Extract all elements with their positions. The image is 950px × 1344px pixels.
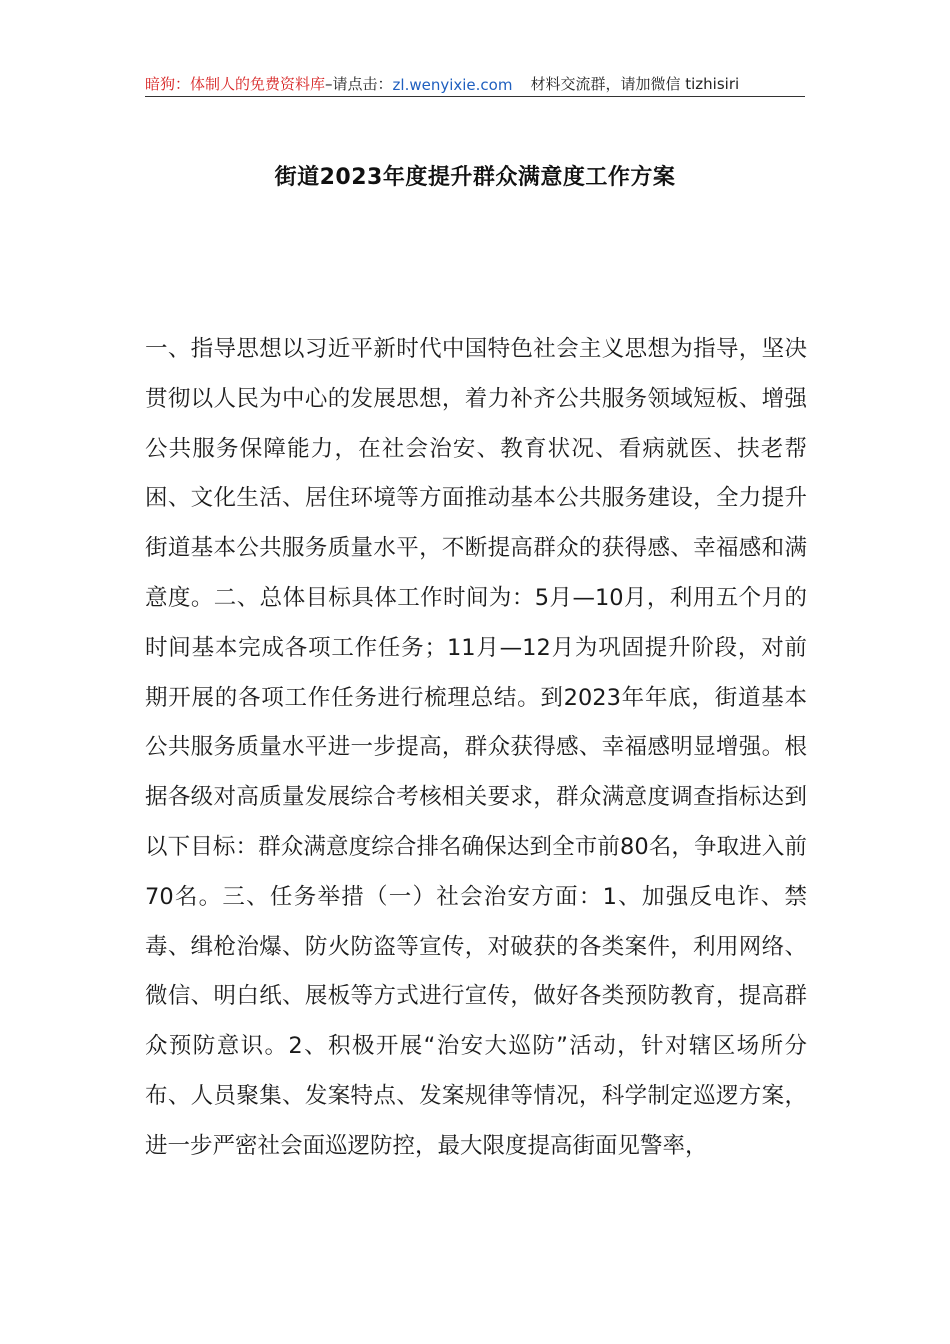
document-title: 街道2023年度提升群众满意度工作方案 (274, 165, 676, 190)
header-link[interactable]: zl.wenyixie.com (392, 76, 513, 94)
header-prompt: –请点击： (325, 75, 393, 93)
header-site-name: 暗狗：体制人的免费资料库 (145, 75, 326, 93)
document-body: 一、指导思想以习近平新时代中国特色社会主义思想为指导，坚决贯彻以人民为中心的发展思想，着力补齐公共服务领域短板、增强公共服务保障能力，在社会治安、教育状况、看病就医、扶老帮困、文化生活、居住环境等方面推动基本公共服务建设，全力提升街道基本公共服务质量水平，不断提高群众的获得感、幸福感和满意度。二、总体目标具体工作时间为：5月—10月，利用五个月的时间基本完成各项工作任务；11月—12月为巩固提升阶段，对前期开展的各项工作任务进行梳理总结。到2023年年底，街道基本公共服务质量水平进一步提高，群众获得感、幸福感明显增强。根据各级对高质量发展综合考核相关要求，群众满意度调查指标达到以下目标：群众满意度综合排名确保达到全市前80名，争取进入前70名。三、任务举措（一）社会治安方面：1、加强反电诈、禁毒、缉枪治爆、防火防盗等宣传，对破获的各类案件，利用网络、微信、明白纸、展板等方式进行宣传，做好各类预防教育，提高群众预防意识。2、积极开展“治安大巡防”活动，针对辖区场所分布、人员聚集、发案特点、发案规律等情况，科学制定巡逻方案，进一步严密社会面巡逻防控，最大限度提高街面见警率， (145, 336, 807, 1159)
page-header (145, 68, 805, 97)
header-contact: 材料交流群，请加微信 tizhisiri (530, 75, 740, 93)
